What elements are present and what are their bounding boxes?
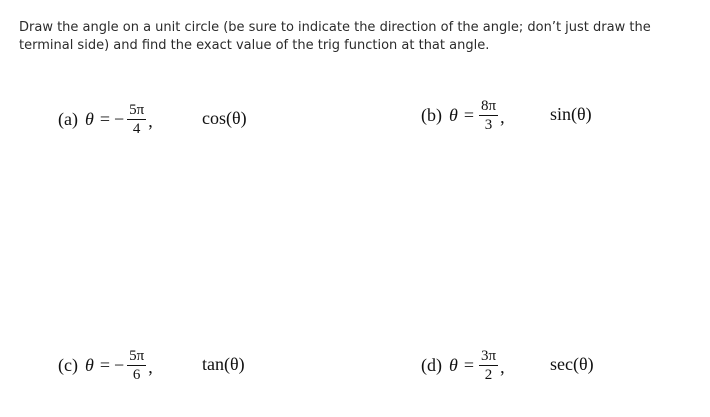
fraction-denominator: 2 [484, 366, 493, 383]
negative-sign: − [113, 354, 125, 375]
comma: , [500, 356, 505, 377]
fraction-numerator: 3π [481, 347, 497, 364]
theta-variable: θ [84, 108, 94, 129]
problem-a [58, 89, 153, 149]
instructions-text: Draw the angle on a unit circle (be sure to indicate the direction of the angle; don’t just draw the terminal side) and find the exact value of the trig function at that angle. [19, 20, 651, 53]
fraction-denominator: 6 [132, 366, 141, 383]
fraction-numerator: 8π [481, 97, 497, 114]
angle-fraction [479, 98, 498, 133]
negative-sign: − [113, 108, 125, 129]
trig-function-a: cos(θ) [202, 108, 247, 128]
theta-variable: θ [449, 104, 458, 125]
problem-label: (a) [58, 108, 78, 129]
equals-sign: = [99, 354, 110, 375]
theta-variable: θ [449, 354, 458, 375]
comma: , [148, 110, 153, 131]
angle-fraction [479, 348, 498, 383]
problem-label: (c) [58, 354, 78, 375]
problem-c [58, 335, 153, 395]
trig-function-d: sec(θ) [550, 354, 594, 374]
fraction-numerator: 5π [129, 101, 145, 118]
fraction-denominator: 4 [132, 120, 141, 137]
equals-sign: = [463, 354, 474, 375]
problem-b [421, 85, 505, 145]
comma: , [148, 356, 153, 377]
angle-fraction [127, 348, 146, 383]
problem-d [421, 335, 505, 395]
problem-label: (d) [421, 354, 442, 375]
angle-fraction [127, 102, 146, 137]
trig-function-c: tan(θ) [202, 354, 245, 374]
fraction-numerator: 5π [129, 347, 145, 364]
theta-variable: θ [84, 354, 94, 375]
trig-function-b: sin(θ) [550, 104, 592, 124]
fraction-denominator: 3 [484, 116, 493, 133]
equals-sign: = [99, 108, 110, 129]
comma: , [500, 106, 505, 127]
equals-sign: = [463, 104, 474, 125]
problem-label: (b) [421, 104, 442, 125]
